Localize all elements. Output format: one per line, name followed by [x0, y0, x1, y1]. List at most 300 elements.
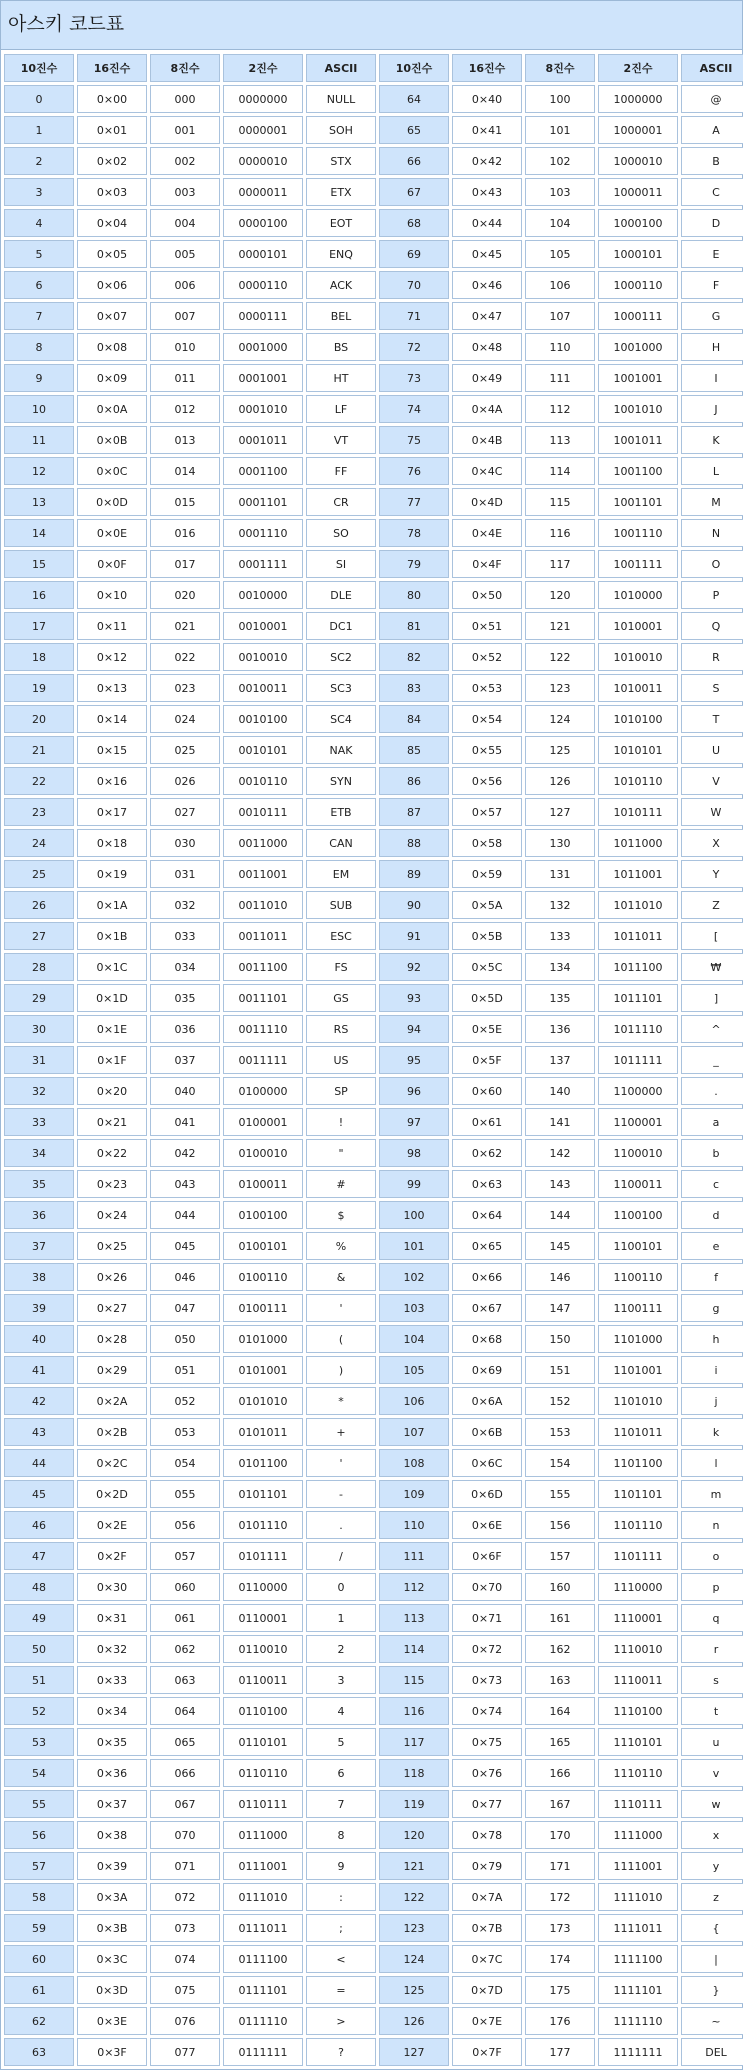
oct-cell: 130	[525, 829, 595, 857]
bin-cell: 1000010	[598, 147, 678, 175]
table-row	[4, 1821, 743, 1849]
bin-cell: 0011010	[223, 891, 303, 919]
bin-cell: 0110001	[223, 1604, 303, 1632]
bin-cell: 0111000	[223, 1821, 303, 1849]
dec-cell: 62	[4, 2007, 74, 2035]
ascii-cell: DLE	[306, 581, 376, 609]
ascii-cell: 9	[306, 1852, 376, 1880]
bin-cell: 0110110	[223, 1759, 303, 1787]
bin-cell: 1011011	[598, 922, 678, 950]
hex-cell: 0×19	[77, 860, 147, 888]
ascii-cell: 0	[306, 1573, 376, 1601]
table-row	[4, 2007, 743, 2035]
ascii-cell: u	[681, 1728, 743, 1756]
dec-cell: 5	[4, 240, 74, 268]
table-row	[4, 147, 743, 175]
hex-cell: 0×5C	[452, 953, 522, 981]
ascii-cell: SC3	[306, 674, 376, 702]
hex-cell: 0×1F	[77, 1046, 147, 1074]
table-row	[4, 1604, 743, 1632]
dec-cell: 27	[4, 922, 74, 950]
dec-cell: 85	[379, 736, 449, 764]
ascii-cell: SYN	[306, 767, 376, 795]
bin-cell: 1011111	[598, 1046, 678, 1074]
table-row	[4, 984, 743, 1012]
dec-cell: 94	[379, 1015, 449, 1043]
hex-cell: 0×6C	[452, 1449, 522, 1477]
ascii-cell: US	[306, 1046, 376, 1074]
header-cell: 2진수	[598, 54, 678, 82]
bin-cell: 1010111	[598, 798, 678, 826]
ascii-cell: EOT	[306, 209, 376, 237]
ascii-cell: T	[681, 705, 743, 733]
bin-cell: 0000001	[223, 116, 303, 144]
bin-cell: 0000110	[223, 271, 303, 299]
table-row	[4, 1263, 743, 1291]
dec-cell: 82	[379, 643, 449, 671]
table-row	[4, 333, 743, 361]
ascii-cell: {	[681, 1914, 743, 1942]
ascii-cell: b	[681, 1139, 743, 1167]
hex-cell: 0×6B	[452, 1418, 522, 1446]
table-row	[4, 488, 743, 516]
bin-cell: 0011101	[223, 984, 303, 1012]
oct-cell: 153	[525, 1418, 595, 1446]
table-row	[4, 1573, 743, 1601]
dec-cell: 71	[379, 302, 449, 330]
hex-cell: 0×0F	[77, 550, 147, 578]
hex-cell: 0×4B	[452, 426, 522, 454]
table-row	[4, 1077, 743, 1105]
oct-cell: 140	[525, 1077, 595, 1105]
oct-cell: 125	[525, 736, 595, 764]
dec-cell: 58	[4, 1883, 74, 1911]
dec-cell: 3	[4, 178, 74, 206]
ascii-cell: ?	[306, 2038, 376, 2066]
oct-cell: 060	[150, 1573, 220, 1601]
ascii-cell: a	[681, 1108, 743, 1136]
ascii-cell: FS	[306, 953, 376, 981]
dec-cell: 39	[4, 1294, 74, 1322]
table-row	[4, 1728, 743, 1756]
hex-cell: 0×3A	[77, 1883, 147, 1911]
bin-cell: 0100111	[223, 1294, 303, 1322]
dec-cell: 53	[4, 1728, 74, 1756]
hex-cell: 0×2B	[77, 1418, 147, 1446]
header-cell: ASCII	[306, 54, 376, 82]
oct-cell: 127	[525, 798, 595, 826]
ascii-cell: ;	[306, 1914, 376, 1942]
ascii-cell: "	[306, 1139, 376, 1167]
hex-cell: 0×77	[452, 1790, 522, 1818]
oct-cell: 031	[150, 860, 220, 888]
dec-cell: 112	[379, 1573, 449, 1601]
oct-cell: 071	[150, 1852, 220, 1880]
hex-cell: 0×5E	[452, 1015, 522, 1043]
bin-cell: 0011111	[223, 1046, 303, 1074]
hex-cell: 0×4A	[452, 395, 522, 423]
table-row	[4, 1759, 743, 1787]
oct-cell: 053	[150, 1418, 220, 1446]
table-row	[4, 271, 743, 299]
bin-cell: 0111010	[223, 1883, 303, 1911]
oct-cell: 022	[150, 643, 220, 671]
oct-cell: 042	[150, 1139, 220, 1167]
oct-cell: 055	[150, 1480, 220, 1508]
table-row	[4, 1170, 743, 1198]
hex-cell: 0×0C	[77, 457, 147, 485]
dec-cell: 9	[4, 364, 74, 392]
hex-cell: 0×28	[77, 1325, 147, 1353]
ascii-cell: V	[681, 767, 743, 795]
ascii-cell: SUB	[306, 891, 376, 919]
bin-cell: 1111010	[598, 1883, 678, 1911]
oct-cell: 024	[150, 705, 220, 733]
hex-cell: 0×54	[452, 705, 522, 733]
ascii-cell: 3	[306, 1666, 376, 1694]
oct-cell: 101	[525, 116, 595, 144]
hex-cell: 0×75	[452, 1728, 522, 1756]
bin-cell: 0101101	[223, 1480, 303, 1508]
dec-cell: 123	[379, 1914, 449, 1942]
dec-cell: 83	[379, 674, 449, 702]
ascii-cell: R	[681, 643, 743, 671]
ascii-cell: G	[681, 302, 743, 330]
hex-cell: 0×71	[452, 1604, 522, 1632]
ascii-cell: EM	[306, 860, 376, 888]
oct-cell: 017	[150, 550, 220, 578]
ascii-cell: -	[306, 1480, 376, 1508]
oct-cell: 045	[150, 1232, 220, 1260]
table-row	[4, 1480, 743, 1508]
oct-cell: 044	[150, 1201, 220, 1229]
table-row	[4, 364, 743, 392]
ascii-cell: B	[681, 147, 743, 175]
table-row	[4, 240, 743, 268]
bin-cell: 1010101	[598, 736, 678, 764]
bin-cell: 1010000	[598, 581, 678, 609]
ascii-cell: NAK	[306, 736, 376, 764]
ascii-cell: f	[681, 1263, 743, 1291]
ascii-cell: D	[681, 209, 743, 237]
hex-cell: 0×7F	[452, 2038, 522, 2066]
oct-cell: 063	[150, 1666, 220, 1694]
header-cell: 8진수	[525, 54, 595, 82]
hex-cell: 0×23	[77, 1170, 147, 1198]
ascii-cell: n	[681, 1511, 743, 1539]
ascii-cell: SOH	[306, 116, 376, 144]
bin-cell: 0000101	[223, 240, 303, 268]
bin-cell: 0010100	[223, 705, 303, 733]
bin-cell: 1001010	[598, 395, 678, 423]
ascii-cell: E	[681, 240, 743, 268]
bin-cell: 0100101	[223, 1232, 303, 1260]
dec-cell: 57	[4, 1852, 74, 1880]
oct-cell: 015	[150, 488, 220, 516]
bin-cell: 0011011	[223, 922, 303, 950]
oct-cell: 111	[525, 364, 595, 392]
hex-cell: 0×4D	[452, 488, 522, 516]
dec-cell: 64	[379, 85, 449, 113]
bin-cell: 0001000	[223, 333, 303, 361]
header-cell: 2진수	[223, 54, 303, 82]
oct-cell: 004	[150, 209, 220, 237]
dec-cell: 113	[379, 1604, 449, 1632]
dec-cell: 125	[379, 1976, 449, 2004]
oct-cell: 050	[150, 1325, 220, 1353]
header-cell: 16진수	[452, 54, 522, 82]
dec-cell: 96	[379, 1077, 449, 1105]
bin-cell: 1100001	[598, 1108, 678, 1136]
hex-cell: 0×34	[77, 1697, 147, 1725]
table-row	[4, 1201, 743, 1229]
oct-cell: 013	[150, 426, 220, 454]
dec-cell: 118	[379, 1759, 449, 1787]
ascii-cell: $	[306, 1201, 376, 1229]
bin-cell: 1100111	[598, 1294, 678, 1322]
dec-cell: 24	[4, 829, 74, 857]
oct-cell: 002	[150, 147, 220, 175]
table-row	[4, 116, 743, 144]
header-row	[4, 54, 743, 82]
bin-cell: 1001011	[598, 426, 678, 454]
hex-cell: 0×52	[452, 643, 522, 671]
ascii-cell: L	[681, 457, 743, 485]
oct-cell: 034	[150, 953, 220, 981]
ascii-cell: ESC	[306, 922, 376, 950]
hex-cell: 0×63	[452, 1170, 522, 1198]
ascii-cell: N	[681, 519, 743, 547]
bin-cell: 0111100	[223, 1945, 303, 1973]
ascii-cell: #	[306, 1170, 376, 1198]
ascii-cell: F	[681, 271, 743, 299]
oct-cell: 037	[150, 1046, 220, 1074]
oct-cell: 117	[525, 550, 595, 578]
oct-cell: 131	[525, 860, 595, 888]
oct-cell: 162	[525, 1635, 595, 1663]
dec-cell: 18	[4, 643, 74, 671]
bin-cell: 1101000	[598, 1325, 678, 1353]
dec-cell: 108	[379, 1449, 449, 1477]
ascii-cell: !	[306, 1108, 376, 1136]
dec-cell: 111	[379, 1542, 449, 1570]
hex-cell: 0×59	[452, 860, 522, 888]
hex-cell: 0×6F	[452, 1542, 522, 1570]
table-row	[4, 674, 743, 702]
ascii-cell: _	[681, 1046, 743, 1074]
hex-cell: 0×13	[77, 674, 147, 702]
dec-cell: 30	[4, 1015, 74, 1043]
ascii-cell: LF	[306, 395, 376, 423]
bin-cell: 1100000	[598, 1077, 678, 1105]
ascii-cell: }	[681, 1976, 743, 2004]
hex-cell: 0×27	[77, 1294, 147, 1322]
ascii-cell: 6	[306, 1759, 376, 1787]
hex-cell: 0×79	[452, 1852, 522, 1880]
dec-cell: 43	[4, 1418, 74, 1446]
oct-cell: 061	[150, 1604, 220, 1632]
hex-cell: 0×09	[77, 364, 147, 392]
oct-cell: 065	[150, 1728, 220, 1756]
oct-cell: 012	[150, 395, 220, 423]
oct-cell: 077	[150, 2038, 220, 2066]
bin-cell: 1111101	[598, 1976, 678, 2004]
table-row	[4, 953, 743, 981]
hex-cell: 0×0E	[77, 519, 147, 547]
table-row	[4, 2038, 743, 2066]
table-row	[4, 178, 743, 206]
bin-cell: 1010011	[598, 674, 678, 702]
dec-cell: 86	[379, 767, 449, 795]
table-row	[4, 612, 743, 640]
dec-cell: 116	[379, 1697, 449, 1725]
oct-cell: 035	[150, 984, 220, 1012]
bin-cell: 0111110	[223, 2007, 303, 2035]
oct-cell: 072	[150, 1883, 220, 1911]
oct-cell: 173	[525, 1914, 595, 1942]
bin-cell: 0110100	[223, 1697, 303, 1725]
ascii-cell: c	[681, 1170, 743, 1198]
ascii-cell: 8	[306, 1821, 376, 1849]
ascii-cell: |	[681, 1945, 743, 1973]
bin-cell: 1110011	[598, 1666, 678, 1694]
header-cell: 10진수	[379, 54, 449, 82]
ascii-cell: 4	[306, 1697, 376, 1725]
dec-cell: 109	[379, 1480, 449, 1508]
bin-cell: 1011000	[598, 829, 678, 857]
oct-cell: 122	[525, 643, 595, 671]
hex-cell: 0×2C	[77, 1449, 147, 1477]
oct-cell: 070	[150, 1821, 220, 1849]
dec-cell: 21	[4, 736, 74, 764]
dec-cell: 115	[379, 1666, 449, 1694]
oct-cell: 145	[525, 1232, 595, 1260]
oct-cell: 166	[525, 1759, 595, 1787]
hex-cell: 0×47	[452, 302, 522, 330]
bin-cell: 0100100	[223, 1201, 303, 1229]
oct-cell: 105	[525, 240, 595, 268]
bin-cell: 1001001	[598, 364, 678, 392]
bin-cell: 0110111	[223, 1790, 303, 1818]
dec-cell: 74	[379, 395, 449, 423]
ascii-cell: p	[681, 1573, 743, 1601]
ascii-cell: C	[681, 178, 743, 206]
header-cell: 8진수	[150, 54, 220, 82]
oct-cell: 005	[150, 240, 220, 268]
oct-cell: 046	[150, 1263, 220, 1291]
hex-cell: 0×06	[77, 271, 147, 299]
oct-cell: 124	[525, 705, 595, 733]
dec-cell: 48	[4, 1573, 74, 1601]
title-bar	[1, 1, 742, 50]
ascii-cell: ETX	[306, 178, 376, 206]
dec-cell: 36	[4, 1201, 74, 1229]
bin-cell: 1101100	[598, 1449, 678, 1477]
ascii-cell: 2	[306, 1635, 376, 1663]
hex-cell: 0×58	[452, 829, 522, 857]
hex-cell: 0×41	[452, 116, 522, 144]
bin-cell: 1000011	[598, 178, 678, 206]
dec-cell: 28	[4, 953, 74, 981]
table-row	[4, 1232, 743, 1260]
bin-cell: 0001111	[223, 550, 303, 578]
ascii-cell: s	[681, 1666, 743, 1694]
hex-cell: 0×29	[77, 1356, 147, 1384]
oct-cell: 106	[525, 271, 595, 299]
bin-cell: 0111001	[223, 1852, 303, 1880]
bin-cell: 1111110	[598, 2007, 678, 2035]
bin-cell: 0100110	[223, 1263, 303, 1291]
oct-cell: 056	[150, 1511, 220, 1539]
bin-cell: 1100100	[598, 1201, 678, 1229]
table-row	[4, 1139, 743, 1167]
dec-cell: 4	[4, 209, 74, 237]
hex-cell: 0×70	[452, 1573, 522, 1601]
bin-cell: 1011101	[598, 984, 678, 1012]
ascii-cell: <	[306, 1945, 376, 1973]
oct-cell: 020	[150, 581, 220, 609]
dec-cell: 107	[379, 1418, 449, 1446]
ascii-cell: (	[306, 1325, 376, 1353]
oct-cell: 165	[525, 1728, 595, 1756]
bin-cell: 0100000	[223, 1077, 303, 1105]
dec-cell: 33	[4, 1108, 74, 1136]
ascii-cell: 7	[306, 1790, 376, 1818]
hex-cell: 0×51	[452, 612, 522, 640]
bin-cell: 0101100	[223, 1449, 303, 1477]
oct-cell: 143	[525, 1170, 595, 1198]
hex-cell: 0×1A	[77, 891, 147, 919]
bin-cell: 1000001	[598, 116, 678, 144]
hex-cell: 0×66	[452, 1263, 522, 1291]
ascii-cell: r	[681, 1635, 743, 1663]
table-row	[4, 767, 743, 795]
ascii-cell: RS	[306, 1015, 376, 1043]
hex-cell: 0×08	[77, 333, 147, 361]
table-row	[4, 1790, 743, 1818]
hex-cell: 0×0B	[77, 426, 147, 454]
ascii-cell: BEL	[306, 302, 376, 330]
bin-cell: 1000101	[598, 240, 678, 268]
table-row	[4, 1945, 743, 1973]
bin-cell: 0110000	[223, 1573, 303, 1601]
table-row	[4, 426, 743, 454]
hex-cell: 0×35	[77, 1728, 147, 1756]
header-cell: 16진수	[77, 54, 147, 82]
oct-cell: 135	[525, 984, 595, 1012]
bin-cell: 0111011	[223, 1914, 303, 1942]
dec-cell: 80	[379, 581, 449, 609]
dec-cell: 67	[379, 178, 449, 206]
ascii-cell: X	[681, 829, 743, 857]
oct-cell: 134	[525, 953, 595, 981]
hex-cell: 0×39	[77, 1852, 147, 1880]
hex-cell: 0×32	[77, 1635, 147, 1663]
bin-cell: 0001110	[223, 519, 303, 547]
ascii-cell: ETB	[306, 798, 376, 826]
hex-cell: 0×22	[77, 1139, 147, 1167]
dec-cell: 2	[4, 147, 74, 175]
oct-cell: 144	[525, 1201, 595, 1229]
ascii-cell: J	[681, 395, 743, 423]
hex-cell: 0×68	[452, 1325, 522, 1353]
dec-cell: 101	[379, 1232, 449, 1260]
oct-cell: 032	[150, 891, 220, 919]
ascii-cell: ]	[681, 984, 743, 1012]
hex-cell: 0×73	[452, 1666, 522, 1694]
dec-cell: 98	[379, 1139, 449, 1167]
dec-cell: 91	[379, 922, 449, 950]
